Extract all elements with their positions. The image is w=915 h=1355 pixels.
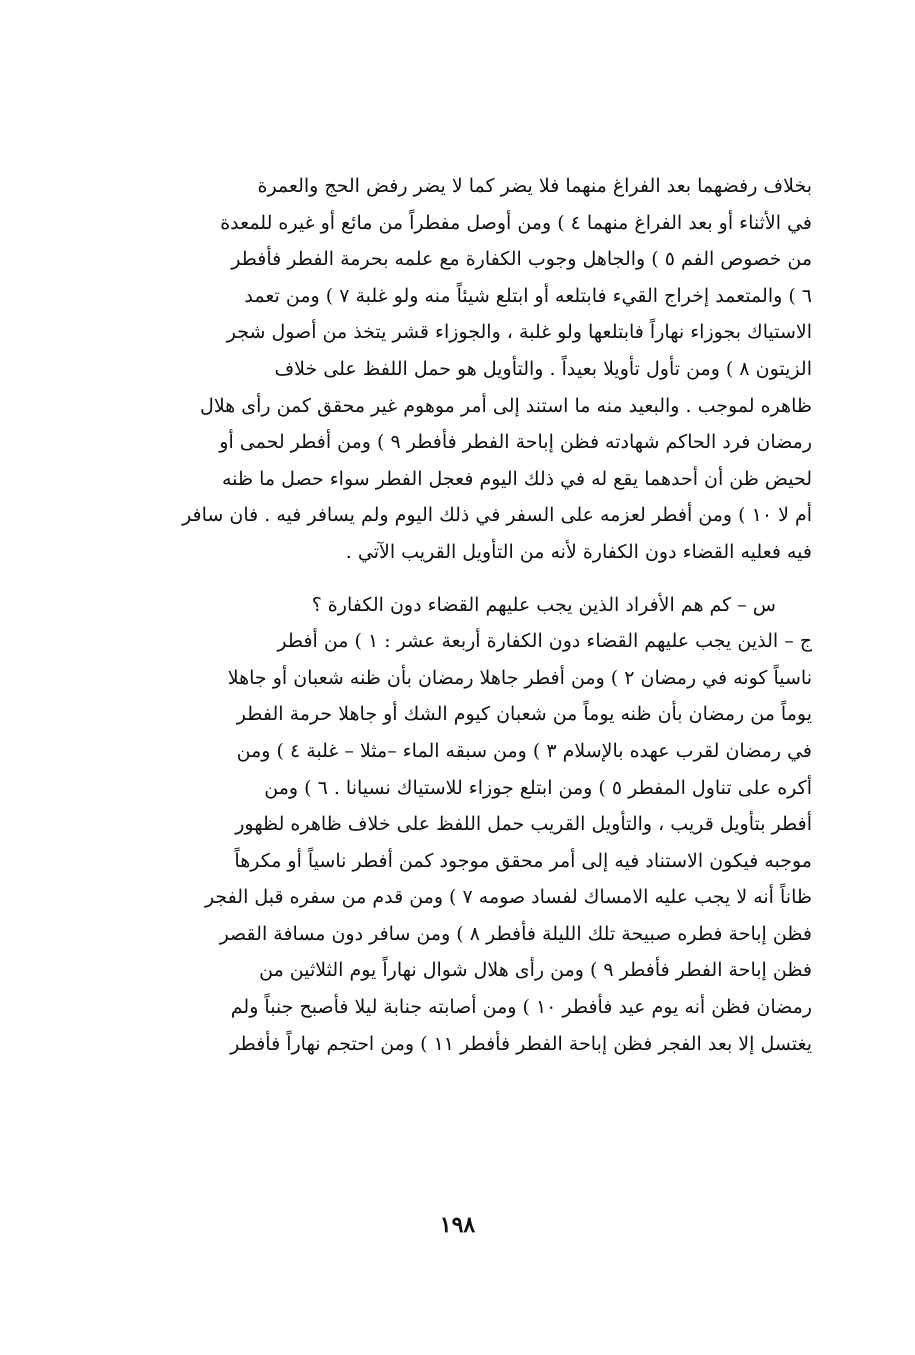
text-line: أم لا ١٠ ) ومن أفطر لعزمه على السفر في ذلك اليوم ولم يسافر فيه . فان سافر: [182, 504, 812, 527]
answer-paragraph: [118, 623, 812, 1062]
text-line: أكره على تناول المفطر ٥ ) ومن ابتلع جوزاء للاستياك نسيانا . ٦ ) ومن: [264, 776, 812, 799]
text-line: بخلاف رفضهما بعد الفراغ منهما فلا يضر كما لا يضر رفض الحج والعمرة: [257, 175, 812, 197]
text-line: فظن إباحة فطره صبيحة تلك الليلة فأفطر ٨ ) ومن سافر دون مسافة القصر: [219, 922, 812, 945]
text-line: يوماً من رمضان بأن ظنه يوماً من شعبان كيوم الشك أو جاهلا حرمة الفطر: [236, 703, 812, 726]
paragraph-1: [118, 168, 812, 571]
text-line: أفطر بتأويل قريب ، والتأويل القريب حمل اللفظ على خلاف ظاهره لظهور: [235, 813, 812, 836]
text-line: موجبه فيكون الاستناد فيه إلى أمر محقق موجود كمن أفطر ناسياً أو مكرهاً: [234, 849, 812, 872]
text-line: ظاناً أنه لا يجب عليه الامساك لفساد صومه ٧ ) ومن قدم من سفره قبل الفجر: [204, 886, 812, 909]
text-line: ٦ ) والمتعمد إخراج القيء فابتلعه أو ابتلع شيئاً منه ولو غلبة ٧ ) ومن تعمد: [244, 284, 812, 307]
page-body: [118, 168, 812, 1062]
text-line: ظاهره لموجب . والبعيد منه ما استند إلى أمر موهوم غير محقق كمن رأى هلال: [200, 394, 812, 417]
text-line: فظن إباحة الفطر فأفطر ٩ ) ومن رأى هلال شوال نهاراً يوم الثلاثين من: [259, 959, 812, 982]
text-line: رمضان فظن أنه يوم عيد فأفطر ١٠ ) ومن أصابته جنابة ليلا فأصبح جنباً ولم: [230, 996, 812, 1019]
text-line: لحيض ظن أن أحدهما يقع له في ذلك اليوم فعجل الفطر سواء حصل ما ظنه: [222, 467, 812, 490]
text-line: من خصوص الفم ٥ ) والجاهل وجوب الكفارة مع علمه بحرمة الفطر فأفطر: [231, 248, 812, 271]
text-line: يغتسل إلا بعد الفجر فظن إباحة الفطر فأفطر ١١ ) ومن احتجم نهاراً فأفطر: [230, 1032, 812, 1055]
text-line: الاستياك بجوزاء نهاراً فابتلعها ولو غلبة ، والجوزاء قشر يتخذ من أصول شجر: [226, 321, 812, 344]
question-line: س – كم هم الأفراد الذين يجب عليهم القضاء دون الكفارة ؟: [311, 593, 776, 616]
text-line: الزيتون ٨ ) ومن تأول تأويلا بعيداً . والتأويل هو حمل اللفظ على خلاف: [274, 357, 812, 380]
text-line: رمضان فرد الحاكم شهادته فظن إباحة الفطر فأفطر ٩ ) ومن أفطر لحمى أو: [219, 431, 812, 454]
text-line: في رمضان لقرب عهده بالإسلام ٣ ) ومن سبقه الماء –مثلا – غلبة ٤ ) ومن: [236, 739, 812, 762]
text-line: في الأثناء أو بعد الفراغ منهما ٤ ) ومن أوصل مفطراً من مائع أو غيره للمعدة: [220, 211, 812, 234]
text-line: فيه فعليه القضاء دون الكفارة لأنه من التأويل القريب الآتي .: [345, 540, 812, 563]
page-number: ١٩٨: [439, 1212, 476, 1238]
text-line: ج – الذين يجب عليهم القضاء دون الكفارة أربعة عشر : ١ ) من أفطر: [277, 630, 812, 653]
paragraph-gap: [118, 571, 812, 587]
text-line: ناسياً كونه في رمضان ٢ ) ومن أفطر جاهلا رمضان بأن ظنه شعبان أو جاهلا: [227, 666, 812, 689]
